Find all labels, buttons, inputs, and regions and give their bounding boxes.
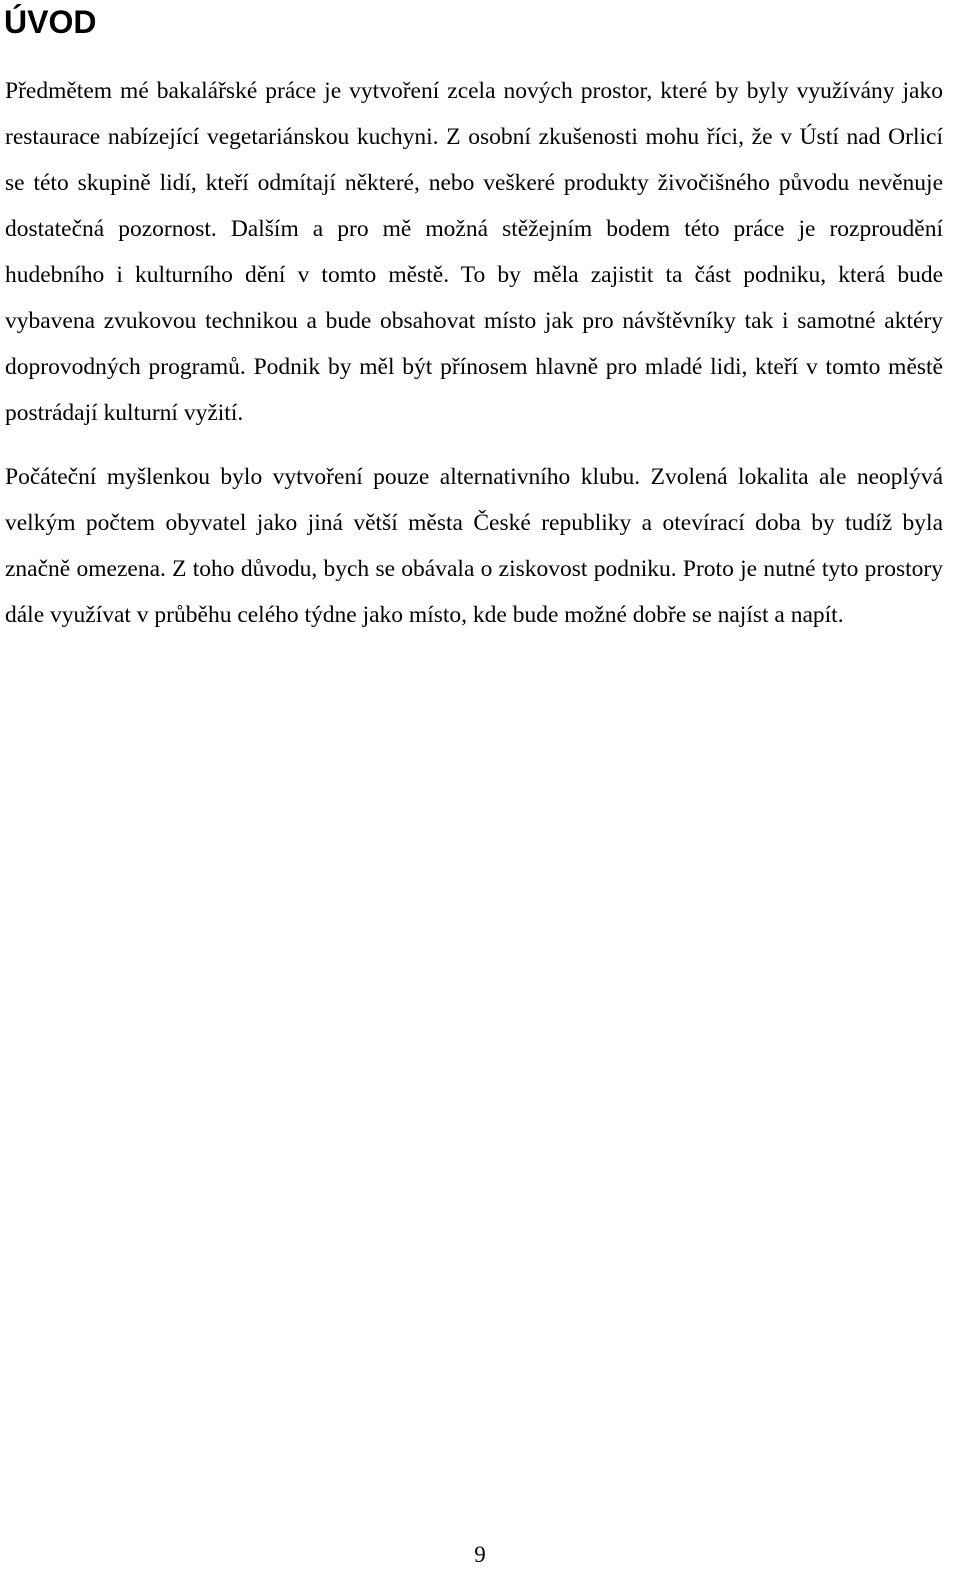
paragraph-2: Počáteční myšlenkou bylo vytvoření pouze alternativního klubu. Zvolená lokalita ale neoplývá velkým počtem obyvatel jako jiná větší města České republiky a otevírací doba by tudíž byla značně omezena. Z toho důvodu, bych se obávala o ziskovost podniku. Proto je nutné tyto prostory dále využívat v průběhu celého týdne jako místo, kde bude možné dobře se najíst a napít.: [5, 464, 943, 628]
chapter-heading: ÚVOD: [4, 4, 97, 40]
paragraph-1: Předmětem mé bakalářské práce je vytvoření zcela nových prostor, které by byly využívány jako restaurace nabízející vegetariánskou kuchyni. Z osobní zkušenosti mohu říci, že v Ústí nad Orlicí se této skupině lidí, kteří odmítají některé, nebo veškeré produkty živočišného původu nevěnuje dostatečná pozornost. Dalším a pro mě možná stěžejním bodem této práce je rozproudění hudebního i kulturního dění v tomto městě. To by měla zajistit ta část podniku, která bude vybavena zvukovou technikou a bude obsahovat místo jak pro návštěvníky tak i samotné aktéry doprovodných programů. Podnik by měl být přínosem hlavně pro mladé lidi, kteří v tomto městě postrádají kulturní vyžití.: [5, 78, 943, 426]
page-number: 9: [474, 1542, 486, 1567]
body-text: [5, 68, 943, 638]
